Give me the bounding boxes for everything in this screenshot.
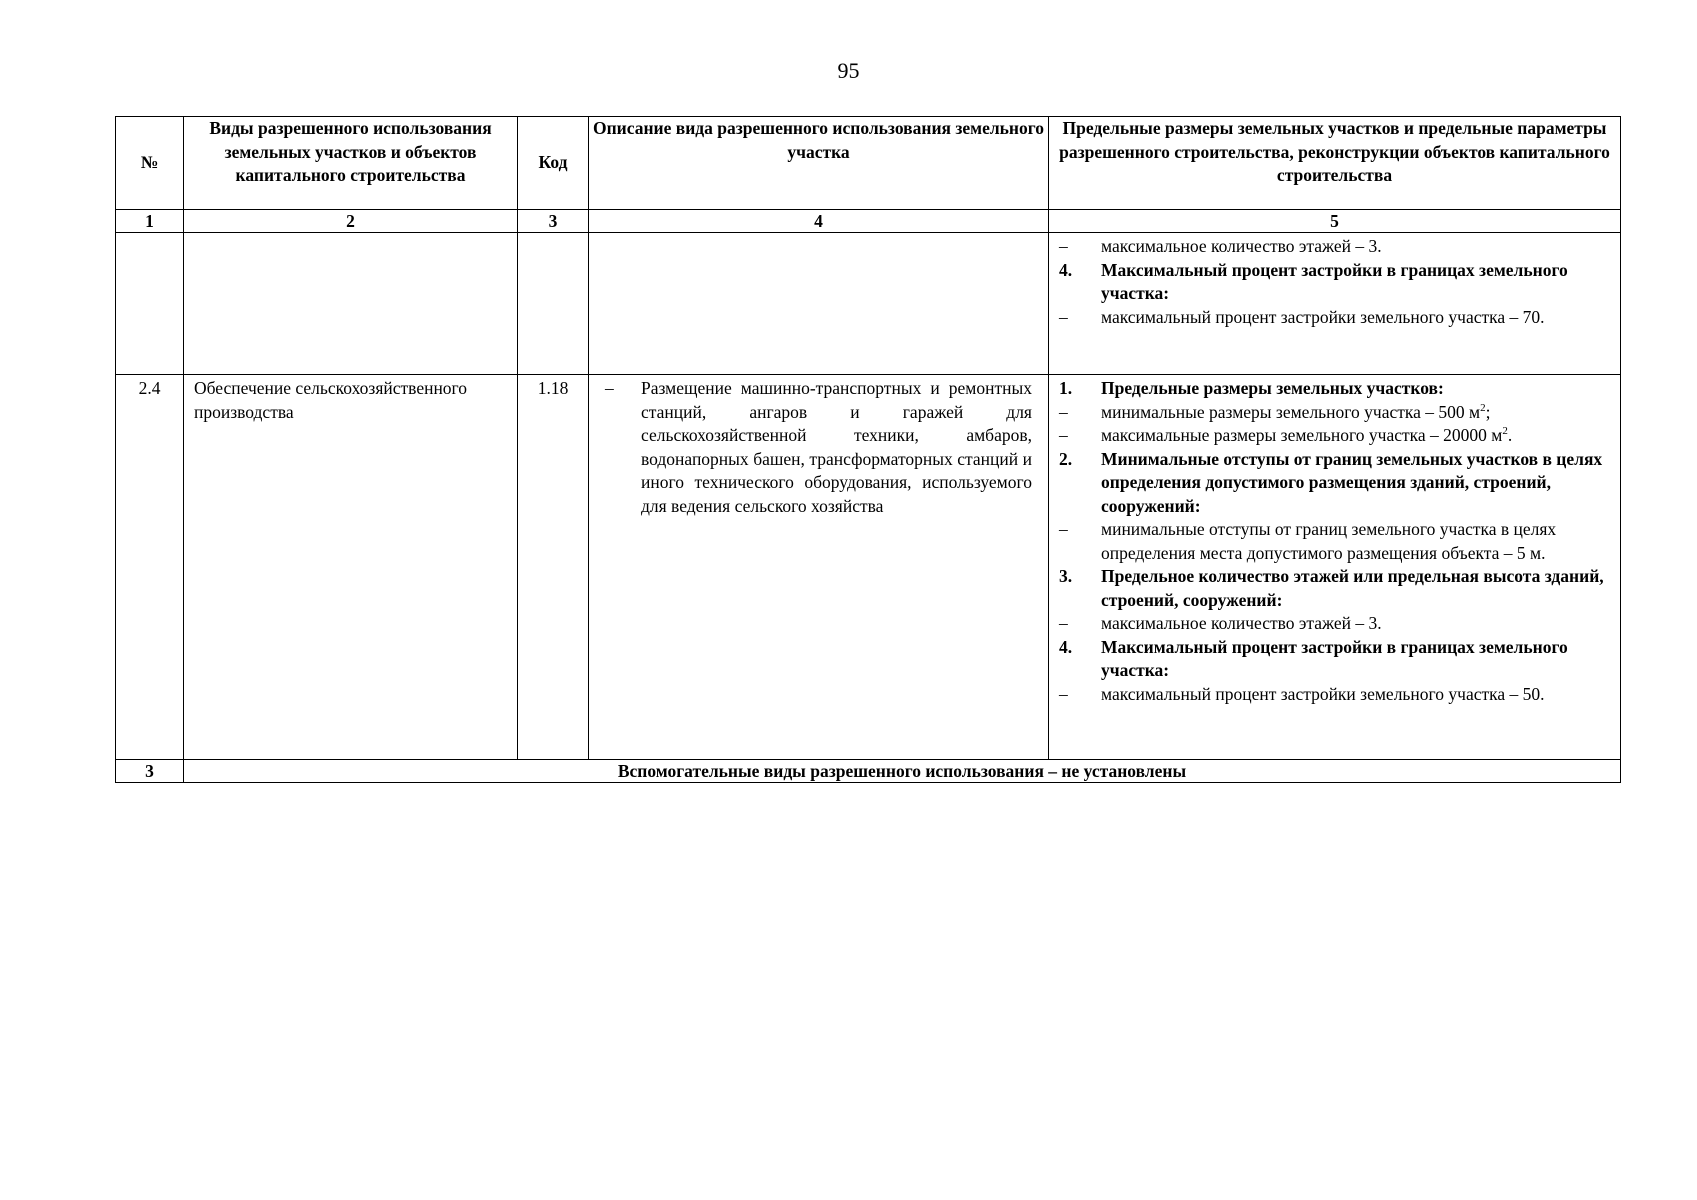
header-code: Код bbox=[518, 117, 589, 210]
item-marker: – bbox=[1059, 306, 1068, 327]
param-item bbox=[1059, 518, 1610, 565]
item-text: Максимальный процент застройки в границах земельного участка: bbox=[1101, 636, 1568, 680]
superscript: 2 bbox=[1502, 425, 1508, 438]
params-cell bbox=[1049, 375, 1621, 760]
item-marker: – bbox=[1059, 236, 1068, 256]
item-text: Минимальные отступы от границ земельных участков в целях определения допустимого размещения зданий, строений, сооружений: bbox=[1101, 448, 1603, 516]
param-item bbox=[1059, 683, 1610, 707]
item-marker: – bbox=[1059, 613, 1068, 633]
item-text: максимальное количество этажей – 3. bbox=[1101, 613, 1382, 633]
item-marker: – bbox=[1059, 425, 1068, 445]
page-number: 95 bbox=[837, 58, 860, 83]
item-text: Предельное количество этажей или предельная высота зданий, строений, сооружений: bbox=[1101, 566, 1604, 610]
item-text bbox=[1101, 424, 1610, 448]
item-marker: 4. bbox=[1059, 636, 1073, 657]
item-text: максимальное количество этажей – 3. bbox=[1101, 236, 1382, 256]
column-number: 1 bbox=[116, 210, 184, 233]
header-row bbox=[116, 117, 1621, 210]
params-cell bbox=[1049, 233, 1621, 375]
column-number: 3 bbox=[518, 210, 589, 233]
item-text-tail: . bbox=[1507, 425, 1513, 445]
use-kind: Обеспечение сельскохозяйственного производства bbox=[184, 375, 518, 760]
column-number: 4 bbox=[589, 210, 1049, 233]
superscript: 2 bbox=[1480, 401, 1486, 414]
item-text: максимальный процент застройки земельного участка – 70. bbox=[1101, 306, 1545, 327]
description-item bbox=[605, 377, 1032, 518]
continued-row bbox=[116, 233, 1621, 375]
use-description bbox=[589, 375, 1049, 760]
header-number: № bbox=[116, 117, 184, 210]
empty-cell bbox=[184, 233, 518, 375]
item-text: минимальные отступы от границ земельного участка в целях определения места допустимого размещения объекта – 5 м. bbox=[1101, 519, 1557, 563]
param-heading bbox=[1059, 565, 1610, 612]
param-item bbox=[1059, 235, 1610, 259]
item-marker: – bbox=[1059, 401, 1068, 422]
land-use-table bbox=[115, 116, 1621, 783]
column-number-row bbox=[116, 210, 1621, 233]
item-text bbox=[1101, 401, 1610, 425]
empty-cell bbox=[116, 233, 184, 375]
param-item bbox=[1059, 424, 1610, 448]
row-number: 3 bbox=[116, 760, 184, 783]
item-marker: 3. bbox=[1059, 566, 1073, 586]
empty-cell bbox=[518, 233, 589, 375]
param-heading bbox=[1059, 448, 1610, 519]
column-number: 2 bbox=[184, 210, 518, 233]
column-number: 5 bbox=[1049, 210, 1621, 233]
item-text: Максимальный процент застройки в границах земельного участка: bbox=[1101, 259, 1568, 303]
param-item bbox=[1059, 612, 1610, 636]
param-heading bbox=[1059, 259, 1610, 306]
param-heading bbox=[1059, 377, 1610, 401]
item-text-tail: ; bbox=[1485, 401, 1491, 422]
param-item bbox=[1059, 306, 1610, 330]
param-heading bbox=[1059, 636, 1610, 683]
item-marker: 2. bbox=[1059, 448, 1073, 469]
header-params: Предельные размеры земельных участков и предельные параметры разрешенного строительства, реконструкции объектов капитального строительства bbox=[1049, 117, 1621, 210]
use-code: 1.18 bbox=[518, 375, 589, 760]
header-description: Описание вида разрешенного использования земельного участка bbox=[589, 117, 1049, 210]
item-marker: – bbox=[605, 378, 614, 398]
item-text: Размещение машинно-транспортных и ремонтных станций, ангаров и гаражей для сельскохозяйственной техники, амбаров, водонапорных башен, трансформаторных станций и иного технического оборудования, используемого для ведения сельского хозяйства bbox=[641, 378, 1032, 516]
table-row bbox=[116, 760, 1621, 783]
row-number: 2.4 bbox=[116, 375, 184, 760]
header-kind: Виды разрешенного использования земельных участков и объектов капитального строительства bbox=[184, 117, 518, 210]
section-title: Вспомогательные виды разрешенного использования – не установлены bbox=[184, 760, 1621, 783]
item-marker: 4. bbox=[1059, 259, 1073, 280]
item-marker: – bbox=[1059, 683, 1068, 704]
item-text-main: максимальные размеры земельного участка – 20000 м bbox=[1101, 425, 1503, 445]
item-text: максимальный процент застройки земельного участка – 50. bbox=[1101, 683, 1545, 704]
empty-cell bbox=[589, 233, 1049, 375]
item-text-main: минимальные размеры земельного участка – 500 м bbox=[1101, 401, 1481, 422]
item-marker: – bbox=[1059, 519, 1068, 539]
item-text: Предельные размеры земельных участков: bbox=[1101, 378, 1444, 398]
table-row bbox=[116, 375, 1621, 760]
item-marker: 1. bbox=[1059, 378, 1073, 398]
param-item bbox=[1059, 401, 1610, 425]
